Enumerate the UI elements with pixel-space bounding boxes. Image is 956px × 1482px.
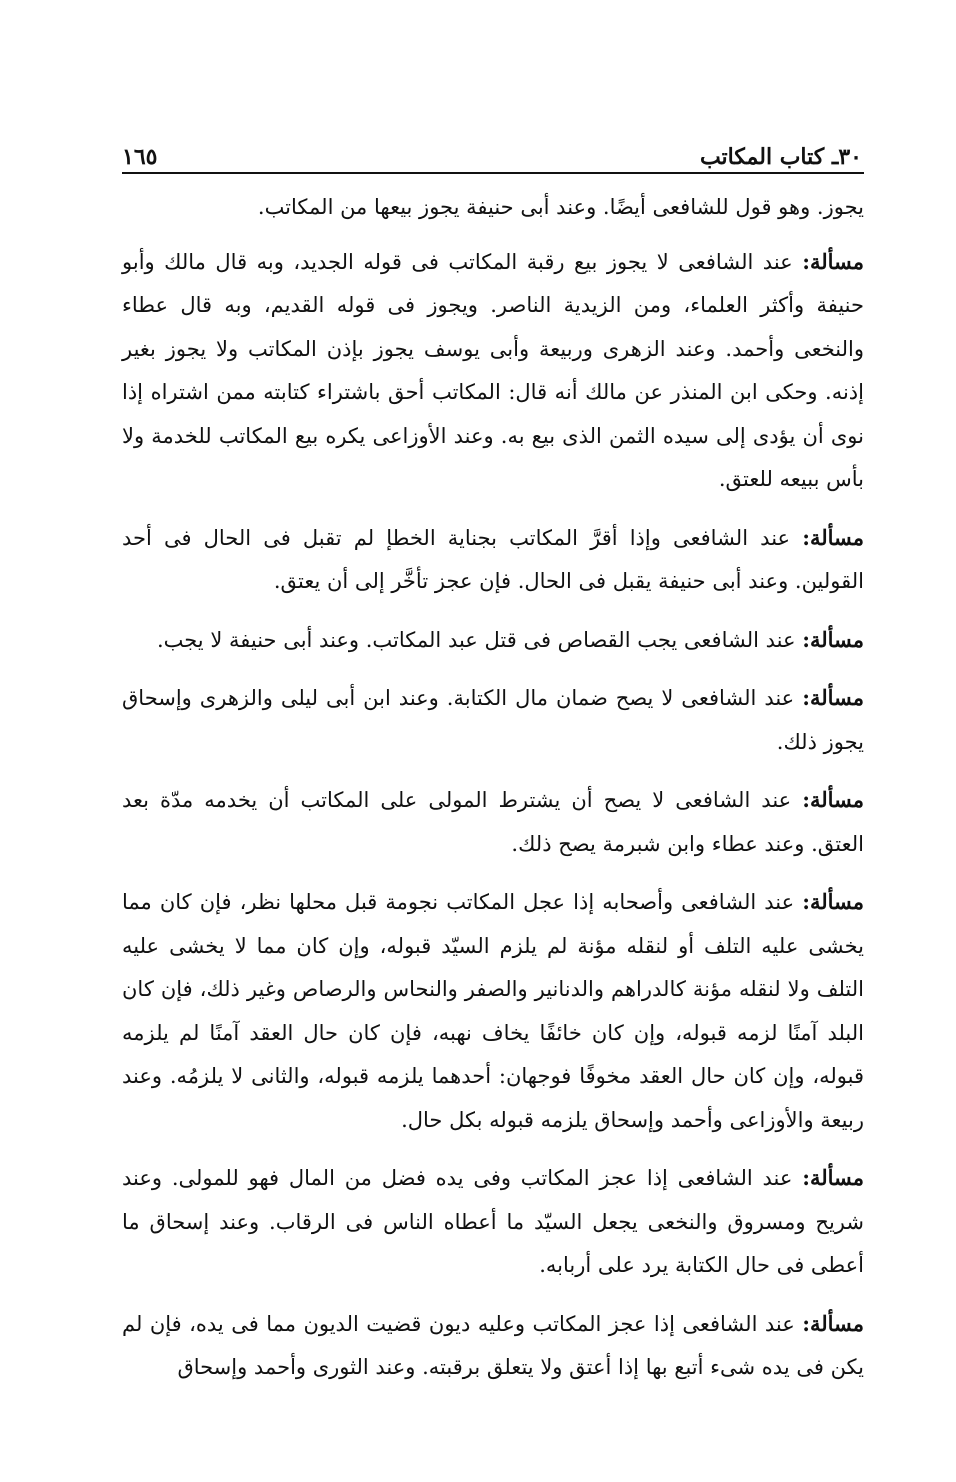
issue-paragraph	[122, 1302, 864, 1390]
page-number: ١٦٥	[122, 144, 158, 170]
issue-text: عند الشافعى وأصحابه إذا عجل المكاتب نجومة قبل محلها نظر، فإن كان مما يخشى عليه التلف أو لنقله مؤنة لم يلزم السيّد قبوله، وإن كان مما لا يخشى عليه التلف ولا لنقله مؤنة كالدراهم والدنانير والصفر والنحاس والرصاص وغير ذلك، فإن كان البلد آمنًا لزمه قبوله، وإن كان خائفًا يخاف نهبه، فإن كان حال العقد آمنًا لم يلزمه قبوله، وإن كان حال العقد مخوفًا فوجهان: أحدهما يلزمه قبوله، والثانى لا يلزمُه. وعند ربيعة والأوزاعى وأحمد وإسحاق يلزمه قبوله بكل حال.	[122, 890, 864, 1132]
issue-paragraph	[122, 240, 864, 502]
issue-text: عند الشافعى إذا عجز المكاتب وعليه ديون قضيت الديون مما فى يده، فإن لم يكن فى يده شىء أتبع بها إذا أعتق ولا يتعلق برقبته. وعند الثورى وأحمد وإسحاق	[122, 1311, 864, 1379]
header-rule	[122, 172, 864, 174]
issue-label: مسألة:	[802, 1165, 864, 1190]
issue-paragraph	[122, 1156, 864, 1288]
issue-label: مسألة:	[802, 685, 864, 710]
issue-label: مسألة:	[802, 248, 865, 274]
issue-label: مسألة:	[802, 524, 864, 550]
issue-text: عند الشافعى لا يصح ضمان مال الكتابة. وعند ابن أبى ليلى والزهرى وإسحاق يجوز ذلك.	[122, 686, 864, 754]
issue-label: مسألة:	[802, 787, 864, 812]
page-header	[122, 130, 862, 170]
issue-paragraph	[122, 676, 864, 764]
issue-text: عند الشافعى لا يصح أن يشترط المولى على المكاتب أن يخدمه مدّة بعد العتق. وعند عطاء وابن شبرمة يصح ذلك.	[122, 788, 864, 856]
issue-text: عند الشافعى إذا عجز المكاتب وفى يده فضل من المال فهو للمولى. وعند شريح ومسروق والنخعى يجعل السيّد ما أعطاه الناس فى الرقاب. وعند إسحاق ما أعطى فى حال الكتابة يرد على أربابه.	[122, 1166, 864, 1277]
issue-label: مسألة:	[802, 889, 864, 914]
issue-text: عند الشافعى يجب القصاص فى قتل عبد المكاتب. وعند أبى حنيفة لا يجب.	[156, 627, 796, 652]
issue-paragraph	[122, 516, 864, 604]
issue-text: عند الشافعى وإذا أقرَّ المكاتب بجناية الخطإ لم تقبل فى الحال فى أحد القولين. وعند أبى حنيفة يقبل فى الحال. فإن عجز تأخَّر إلى أن يعتق.	[122, 525, 864, 593]
chapter-title: ٣٠ـ كتاب المكاتب	[699, 144, 862, 170]
issue-paragraph	[122, 880, 864, 1142]
page-body	[122, 186, 864, 1404]
issue-label: مسألة:	[802, 626, 864, 652]
issue-text: عند الشافعى لا يجوز بيع رقبة المكاتب فى قوله الجديد، وبه قال مالك وأبو حنيفة وأكثر العلماء، ومن الزيدية الناصر. ويجوز فى قوله القديم، وبه قال عطاء والنخعى وأحمد. وعند الزهرى وربيعة وأبى يوسف يجوز بإذن المكاتب ولا يجوز بغير إذنه. وحكى ابن المنذر عن مالك أنه قال: المكاتب أحق باشتراء كتابته ممن اشتراه إذا نوى أن يؤدى إلى سيده الثمن الذى بيع به. وعند الأوزاعى يكره بيع المكاتب للخدمة ولا بأس ببيعه للعتق.	[122, 249, 864, 491]
issue-paragraph	[122, 618, 864, 663]
issue-paragraph	[122, 778, 864, 866]
continuation-paragraph: يجوز. وهو قول للشافعى أيضًا. وعند أبى حنيفة يجوز بيعها من المكاتب.	[257, 195, 864, 219]
issue-label: مسألة:	[802, 1310, 864, 1336]
